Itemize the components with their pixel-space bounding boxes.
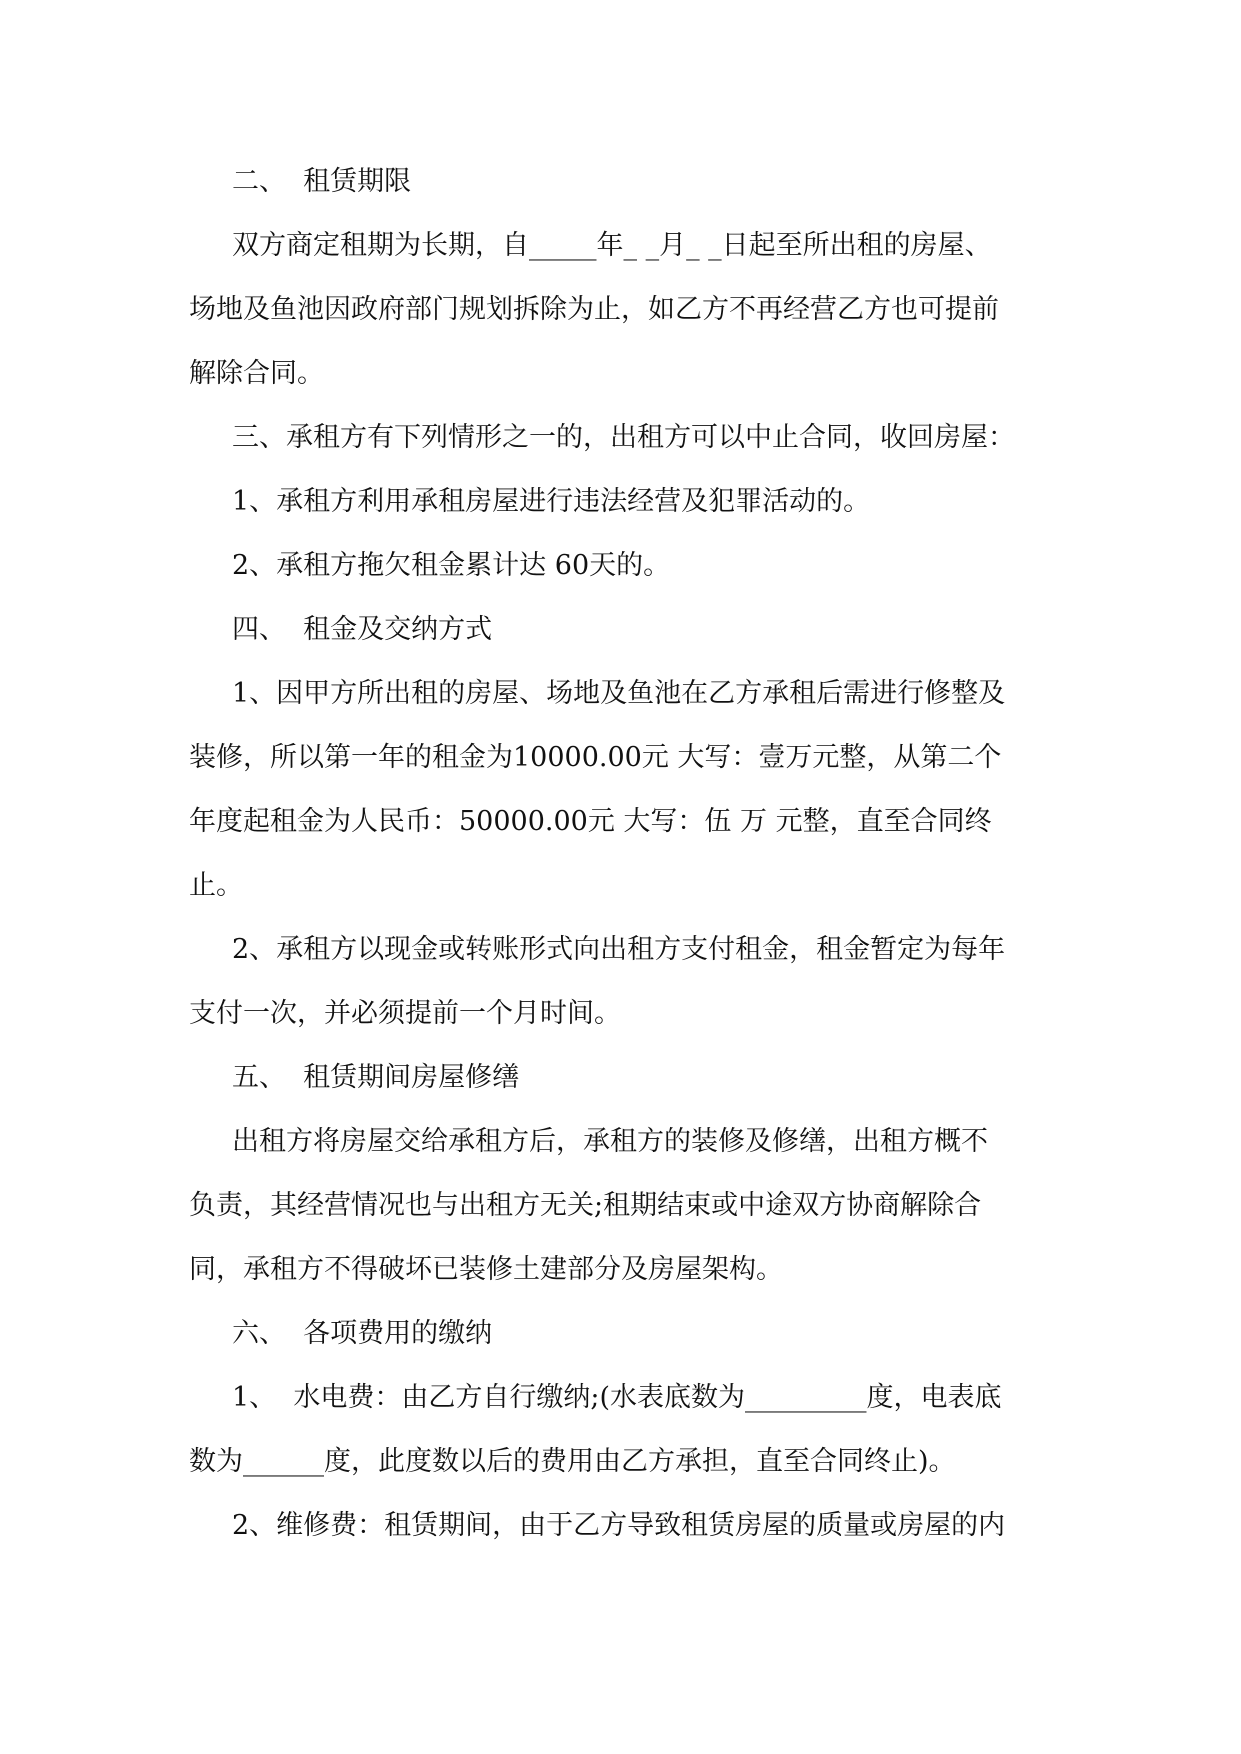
section-4-heading: 四、 租金及交纳方式 [232, 614, 493, 645]
section-2-line-1: 双方商定租期为长期，自_____年_ _月_ _日起至所出租的房屋、 [232, 230, 992, 261]
section-4-item-1-line-1: 1、因甲方所出租的房屋、场地及鱼池在乙方承租后需进行修整及 [232, 678, 1006, 709]
section-3-item-2: 2、承租方拖欠租金累计达 60天的。 [232, 550, 671, 581]
section-4-item-2-line-2: 支付一次，并必须提前一个月时间。 [189, 998, 621, 1029]
section-5-heading: 五、 租赁期间房屋修缮 [232, 1062, 520, 1093]
section-6-item-1-line-2: 数为______度，此度数以后的费用由乙方承担，直至合同终止)。 [189, 1446, 956, 1477]
section-4-item-1-line-3: 年度起租金为人民币：50000.00元 大写：伍 万 元整，直至合同终 [189, 806, 992, 837]
section-4-item-2-line-1: 2、承租方以现金或转账形式向出租方支付租金，租金暂定为每年 [232, 934, 1006, 965]
section-2-line-3: 解除合同。 [189, 358, 324, 389]
section-3-heading: 三、承租方有下列情形之一的，出租方可以中止合同，收回房屋： [232, 422, 1015, 453]
section-5-line-1: 出租方将房屋交给承租方后，承租方的装修及修缮，出租方概不 [232, 1126, 988, 1157]
section-5-line-3: 同，承租方不得破坏已装修土建部分及房屋架构。 [189, 1254, 783, 1285]
document-body [189, 150, 1065, 1558]
section-4-item-1-line-2: 装修，所以第一年的租金为10000.00元 大写：壹万元整，从第二个 [189, 742, 1002, 773]
section-2-heading: 二、 租赁期限 [232, 166, 412, 197]
section-2-line-2: 场地及鱼池因政府部门规划拆除为止，如乙方不再经营乙方也可提前 [189, 294, 999, 325]
section-6-item-2-line-1: 2、维修费：租赁期间，由于乙方导致租赁房屋的质量或房屋的内 [232, 1510, 1006, 1541]
section-6-heading: 六、 各项费用的缴纳 [232, 1318, 493, 1349]
section-4-item-1-line-4: 止。 [189, 870, 243, 901]
section-5-line-2: 负责，其经营情况也与出租方无关;租期结束或中途双方协商解除合 [189, 1190, 982, 1221]
section-3-item-1: 1、承租方利用承租房屋进行违法经营及犯罪活动的。 [232, 486, 871, 517]
section-6-item-1-line-1: 1、 水电费：由乙方自行缴纳;(水表底数为_________度，电表底 [232, 1382, 1002, 1413]
